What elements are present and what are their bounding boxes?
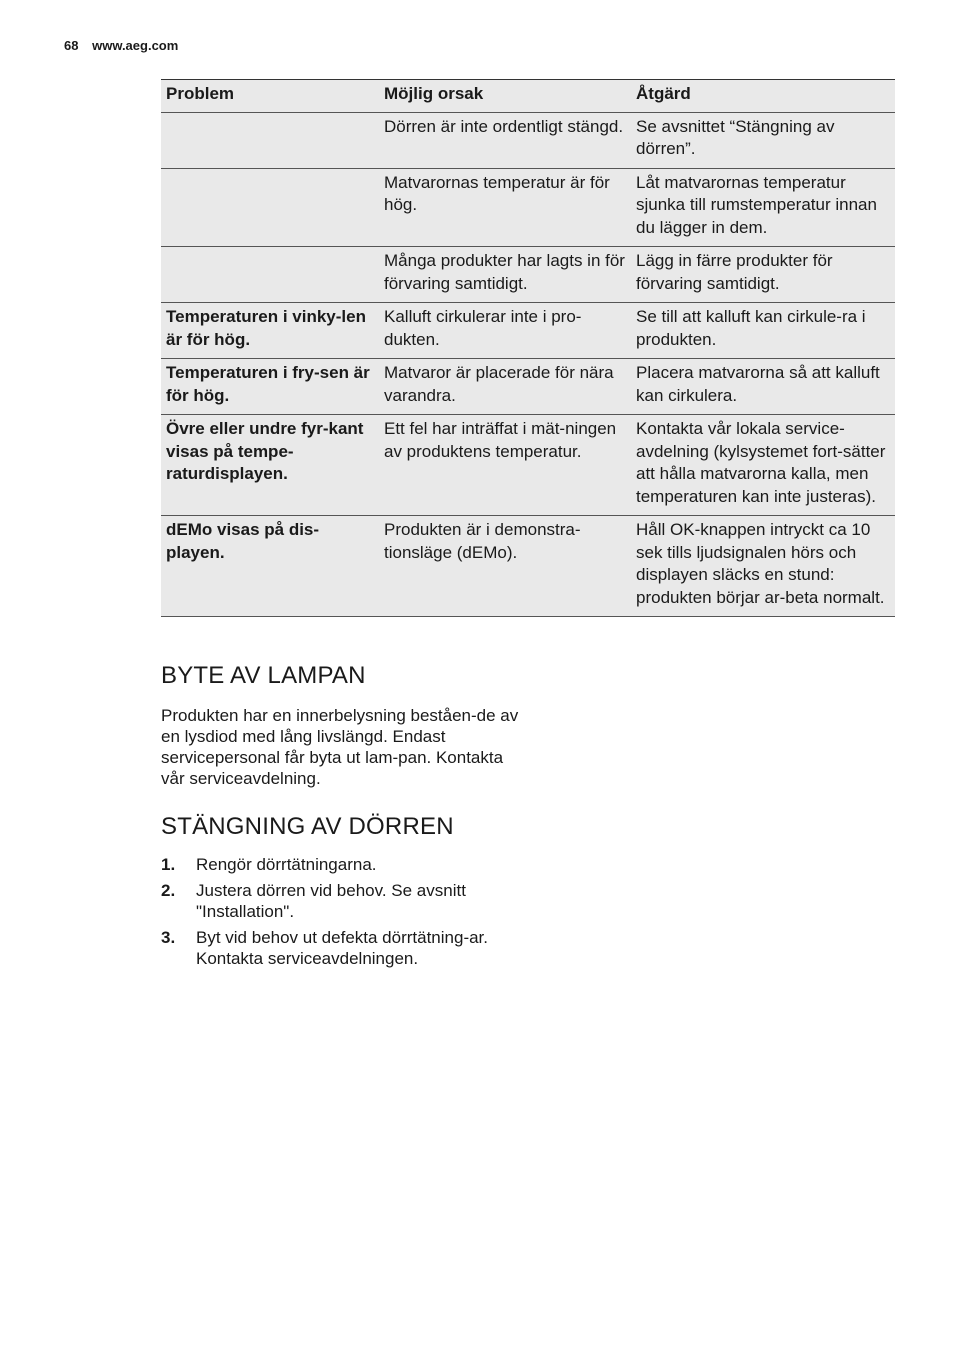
cell-cause: Dörren är inte ordentligt stängd.	[379, 112, 631, 168]
cell-problem	[161, 112, 379, 168]
header-action: Åtgärd	[631, 80, 895, 113]
step-number: 3.	[161, 928, 176, 947]
step-number: 1.	[161, 855, 176, 874]
lamp-section-text: Produkten har en innerbelysning beståen-de av en lysdiod med lång livslängd. Endast servicepersonal får byta ut lam-pan. Kontakta vår serviceavdelning.	[161, 706, 519, 788]
cell-problem: Temperaturen i fry-sen är för hög.	[161, 359, 379, 415]
table-row	[161, 168, 895, 247]
cell-cause: Många produkter har lagts in för förvaring samtidigt.	[379, 247, 631, 303]
step-text: Byt vid behov ut defekta dörrtätning-ar. Kontakta serviceavdelningen.	[196, 928, 489, 968]
door-section-title: STÄNGNING AV DÖRREN	[161, 813, 454, 840]
cell-action: Se avsnittet “Stängning av dörren”.	[631, 112, 895, 168]
list-item	[161, 854, 521, 875]
cell-action: Kontakta vår lokala service-avdelning (kylsystemet fort-sätter att hålla matvarorna kalla, men temperaturen kan inte justeras).	[631, 415, 895, 516]
cell-action: Låt matvarornas temperatur sjunka till rumstemperatur innan du lägger in dem.	[631, 168, 895, 247]
lamp-section-title: BYTE AV LAMPAN	[161, 662, 366, 689]
cell-problem: dEMo visas på dis-playen.	[161, 516, 379, 617]
step-text: Justera dörren vid behov. Se avsnitt "Installation".	[196, 881, 466, 921]
door-steps-list	[161, 854, 521, 974]
troubleshooting-table	[161, 79, 895, 617]
cell-action: Håll OK-knappen intryckt ca 10 sek tills ljudsignalen hörs och displayen släcks en stund: produkten börjar ar-beta normalt.	[631, 516, 895, 617]
table-row	[161, 516, 895, 617]
cell-cause: Matvarornas temperatur är för hög.	[379, 168, 631, 247]
cell-cause: Kalluft cirkulerar inte i pro-dukten.	[379, 303, 631, 359]
site-url: www.aeg.com	[92, 38, 179, 53]
cell-cause: Matvaror är placerade för nära varandra.	[379, 359, 631, 415]
list-item	[161, 927, 521, 969]
table-row	[161, 112, 895, 168]
cell-cause: Produkten är i demonstra-tionsläge (dEMo).	[379, 516, 631, 617]
cell-problem	[161, 168, 379, 247]
table-row	[161, 359, 895, 415]
table-row	[161, 303, 895, 359]
step-number: 2.	[161, 881, 176, 900]
cell-problem: Övre eller undre fyr-kant visas på tempe-raturdisplayen.	[161, 415, 379, 516]
cell-action: Lägg in färre produkter för förvaring samtidigt.	[631, 247, 895, 303]
step-text: Rengör dörrtätningarna.	[196, 855, 377, 874]
cell-action: Se till att kalluft kan cirkule-ra i produkten.	[631, 303, 895, 359]
cell-problem	[161, 247, 379, 303]
cell-cause: Ett fel har inträffat i mät-ningen av produktens temperatur.	[379, 415, 631, 516]
table-header-row	[161, 80, 895, 113]
page-header	[64, 38, 188, 53]
page-number: 68	[64, 38, 79, 53]
cell-action: Placera matvarorna så att kalluft kan cirkulera.	[631, 359, 895, 415]
table-row	[161, 415, 895, 516]
header-cause: Möjlig orsak	[379, 80, 631, 113]
table-row	[161, 247, 895, 303]
header-problem: Problem	[161, 80, 379, 113]
cell-problem: Temperaturen i vinky-len är för hög.	[161, 303, 379, 359]
list-item	[161, 880, 521, 922]
